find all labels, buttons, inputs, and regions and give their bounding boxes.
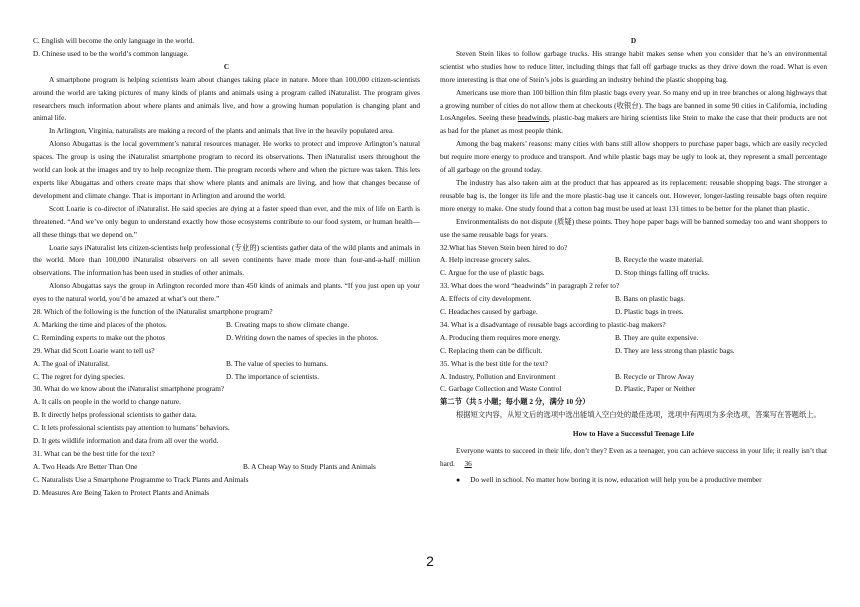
passage-d-paragraph-1: Steven Stein likes to follow garbage trucks. His strange habit makes sense when you consider that he’s an environmental scientist who studies how to reduce litter, including things that fall off garbage trucks as they drive down the road. What is even more interesting is that one of Stein’s jobs is guarding an industry behind the plastic shopping bag. xyxy=(440,48,827,84)
q33-options-row-1 xyxy=(440,293,827,306)
q29-options-row-2 xyxy=(33,371,420,384)
q30-option-c: C. It lets professional scientists pay attention to humans’ behaviors. xyxy=(33,423,230,433)
q31-option-d: D. Measures Are Being Taken to Protect Plants and Animals xyxy=(33,487,210,497)
q28-options-row-1 xyxy=(33,319,420,332)
q32-options-row-1 xyxy=(440,254,827,267)
q35-option-a: A. Industry, Pollution and Environment xyxy=(440,371,556,381)
left-column xyxy=(33,35,420,500)
passage-paragraph-1-text: Everyone wants to succeed in their life, don’t they? Even as a teenager, you can achieve success in your life; it really isn’t that hard. xyxy=(440,446,827,468)
q34-option-a: A. Producing them requires more energy. xyxy=(440,332,561,342)
q31-option-c: C. Naturalists Use a Smartphone Programme to Track Plants and Animals xyxy=(33,474,249,484)
q28-option-b: B. Creating maps to show climate change. xyxy=(226,319,350,329)
question-31: 31. What can be the best title for the text? xyxy=(33,449,155,458)
q28-option-d: D. Writing down the names of species in the photos. xyxy=(226,332,379,342)
passage-title: How to Have a Successful Teenage Life xyxy=(572,429,695,439)
q30-option-a: A. It calls on people in the world to change nature. xyxy=(33,397,181,407)
q28-option-c: C. Reminding experts to make out the photos xyxy=(33,332,166,342)
prev-option-c: C. English will become the only language in the world. xyxy=(33,36,195,45)
q35-options-row-2 xyxy=(440,383,827,396)
q31-option-b: B. A Cheap Way to Study Plants and Animals xyxy=(243,461,376,471)
passage-d-paragraph-4: The industry has also taken aim at the product that has appeared as its replacement: reusable shopping bags. The stronger a reusable bag is, the longer its life and the more plastic-bag use it cancels out. However, longer-lasting reusable bags often require more energy to make. One study found that a cotton bag must be used at least 131 times to be better for the planet than plastic. xyxy=(440,177,827,213)
paragraph-2-text-before: Americans use more than 100 billion thin film plastic bags every year. So many end up in tree branches or along highways that a growing number of cities do not allow them at checkouts (收银台). The bags are banned in some 90 cities in California, including LosAngeles. Seeing these xyxy=(440,87,827,123)
passage-c-paragraph-1: A smartphone program is helping scientists learn about changes taking place in nature. More than 100,000 citizen-scientists around the world are taking pictures of many kinds of plants and animals using a program called iNaturalist. The program gives researchers much information about where plants and animals live, and how a growing human population is changing plant and animal life. xyxy=(33,74,420,123)
question-28: 28. Which of the following is the function of the iNaturalist smartphone program? xyxy=(33,307,273,317)
question-30: 30. What do we know about the iNaturalist smartphone program? xyxy=(33,384,225,394)
q32-option-d: D. Stop things falling off trucks. xyxy=(615,268,710,278)
q32-option-a: A. Help increase grocery sales. xyxy=(440,255,531,265)
q33-options-row-2 xyxy=(440,306,827,319)
bullet-item-1: ● Do well in school. No matter how boring it is now, education will help you be a productive member xyxy=(440,474,827,487)
q28-option-a: A. Marking the time and places of the photos. xyxy=(33,319,167,329)
question-34: 34. What is a disadvantage of reusable bags according to plastic-bag makers? xyxy=(440,319,666,329)
q32-option-b: B. Recycle the waste material. xyxy=(615,255,704,265)
passage-c-paragraph-3: Alonso Abugattas is the local government’s natural resources manager. He works to protect and improve Arlington’s natural spaces. The group is using the iNaturalist smartphone program to record its observations. Then iNaturalist users throughout the world can look at the images and try to help recognize them. The program records where and when the picture was taken. This lets experts like Abugattas and others create maps that show where plants and animals are living, and how that changes because of development and climate change. That is important in Arlington and around the world. xyxy=(33,139,420,200)
q34-option-b: B. They are quite expensive. xyxy=(615,332,699,342)
q32-option-c: C. Argue for the use of plastic bags. xyxy=(440,268,545,278)
section-d-heading: D xyxy=(630,36,637,45)
q34-options-row-1 xyxy=(440,332,827,345)
q29-option-a: A. The goal of iNaturalist. xyxy=(33,358,110,368)
q29-option-b: B. The value of species to humans. xyxy=(226,358,328,368)
q34-option-d: D. They are less strong than plastic bags. xyxy=(615,345,735,355)
q35-option-c: C. Garbage Collection and Waste Control xyxy=(440,384,562,394)
q30-option-b: B. It directly helps professional scientists to gather data. xyxy=(33,410,197,420)
passage-c-paragraph-6: Alonso Abugattas says the group in Arlington recorded more than 450 kinds of animals and plants. “If you just open up your eyes to the natural world, you’d be amazed at what’s out there.” xyxy=(33,281,420,304)
q33-option-b: B. Bans on plastic bags. xyxy=(615,294,686,304)
q33-option-a: A. Effects of city development. xyxy=(440,294,532,304)
section-2-heading: 第二节（共 5 小题；每小题 2 分，满分 10 分） xyxy=(440,397,590,407)
q31-options-row-1 xyxy=(33,461,420,474)
passage-paragraph-1 xyxy=(440,445,827,471)
q33-option-d: D. Plastic bags in trees. xyxy=(615,307,684,317)
q33-option-c: C. Headaches caused by garbage. xyxy=(440,307,538,317)
q29-option-d: D. The importance of scientists. xyxy=(226,371,320,381)
page-number: 2 xyxy=(426,553,434,569)
passage-c-paragraph-4: Scott Loarie is co-director of iNaturalist. He said species are dying at a faster speed than ever, and the mix of life on Earth is threatened. “And we’ve only begun to understand exactly how those ecosystems contribute to our food system, or human health—all these things that we depend on.” xyxy=(33,203,420,239)
passage-c-paragraph-5: Loarie says iNaturalist lets citizen-scientists help professional (专业的) scientists gather data of the wild plants and animals in the world. More than 100,000 iNaturalist observers on all seven continents have made more than four-and-a-half million observations. The information has been used in studies of other animals. xyxy=(33,242,420,278)
q34-options-row-2 xyxy=(440,345,827,358)
paragraph-2-text-after: , plastic-bag makers are hiring scientists like Stein to make the case that their products are not as bad for the planet as most people think. xyxy=(440,113,827,136)
passage-d-paragraph-5: Environmentalists do not dispute (质疑) these points. They hope paper bags will be banned someday too and want shoppers to use the same reusable bags for years. xyxy=(440,216,827,239)
question-33: 33. What does the word “headwinds” in paragraph 2 refer to? xyxy=(440,281,620,291)
section-c-heading: C xyxy=(223,61,230,71)
q35-option-d: D. Plastic, Paper or Neither xyxy=(615,384,696,394)
passage-c-paragraph-2: In Arlington, Virginia, naturalists are making a record of the plants and animals that live in the heavily populated area. xyxy=(49,126,394,136)
blank-36: 36 xyxy=(464,459,472,468)
section-2-instructions: 根据短文内容，从短文后的选项中选出能填入空白处的最佳选项，选项中有两项为多余选项，答案写在答题纸上。 xyxy=(456,410,821,420)
passage-d-paragraph-3: Among the bag makers’ reasons: many cities with bans still allow shoppers to purchase paper bags, which are easily recycled but require more energy to produce and transport. And while plastic bags may be ugly to look at, they represent a small percentage of all garbage on the ground today. xyxy=(440,139,827,175)
headwinds-word: headwinds xyxy=(517,113,550,123)
q34-option-c: C. Replacing them can be difficult. xyxy=(440,345,543,355)
question-35: 35. What is the best title for the text? xyxy=(440,358,548,368)
q35-option-b: B. Recycle or Throw Away xyxy=(615,371,695,381)
q31-option-a: A. Two Heads Are Better Than One xyxy=(33,461,138,471)
right-column xyxy=(440,35,827,487)
q29-options-row-1 xyxy=(33,358,420,371)
question-32: 32.What has Steven Stein been hired to do? xyxy=(440,242,568,252)
question-29: 29. What did Scott Loarie want to tell us? xyxy=(33,345,155,355)
q35-options-row-1 xyxy=(440,371,827,384)
q28-options-row-2 xyxy=(33,332,420,345)
q30-option-d: D. It gets wildlife information and data from all over the world. xyxy=(33,436,219,446)
passage-d-paragraph-2 xyxy=(440,87,827,139)
prev-option-d: D. Chinese used to be the world’s common language. xyxy=(33,48,189,58)
q32-options-row-2 xyxy=(440,267,827,280)
q29-option-c: C. The regret for dying species. xyxy=(33,371,126,381)
